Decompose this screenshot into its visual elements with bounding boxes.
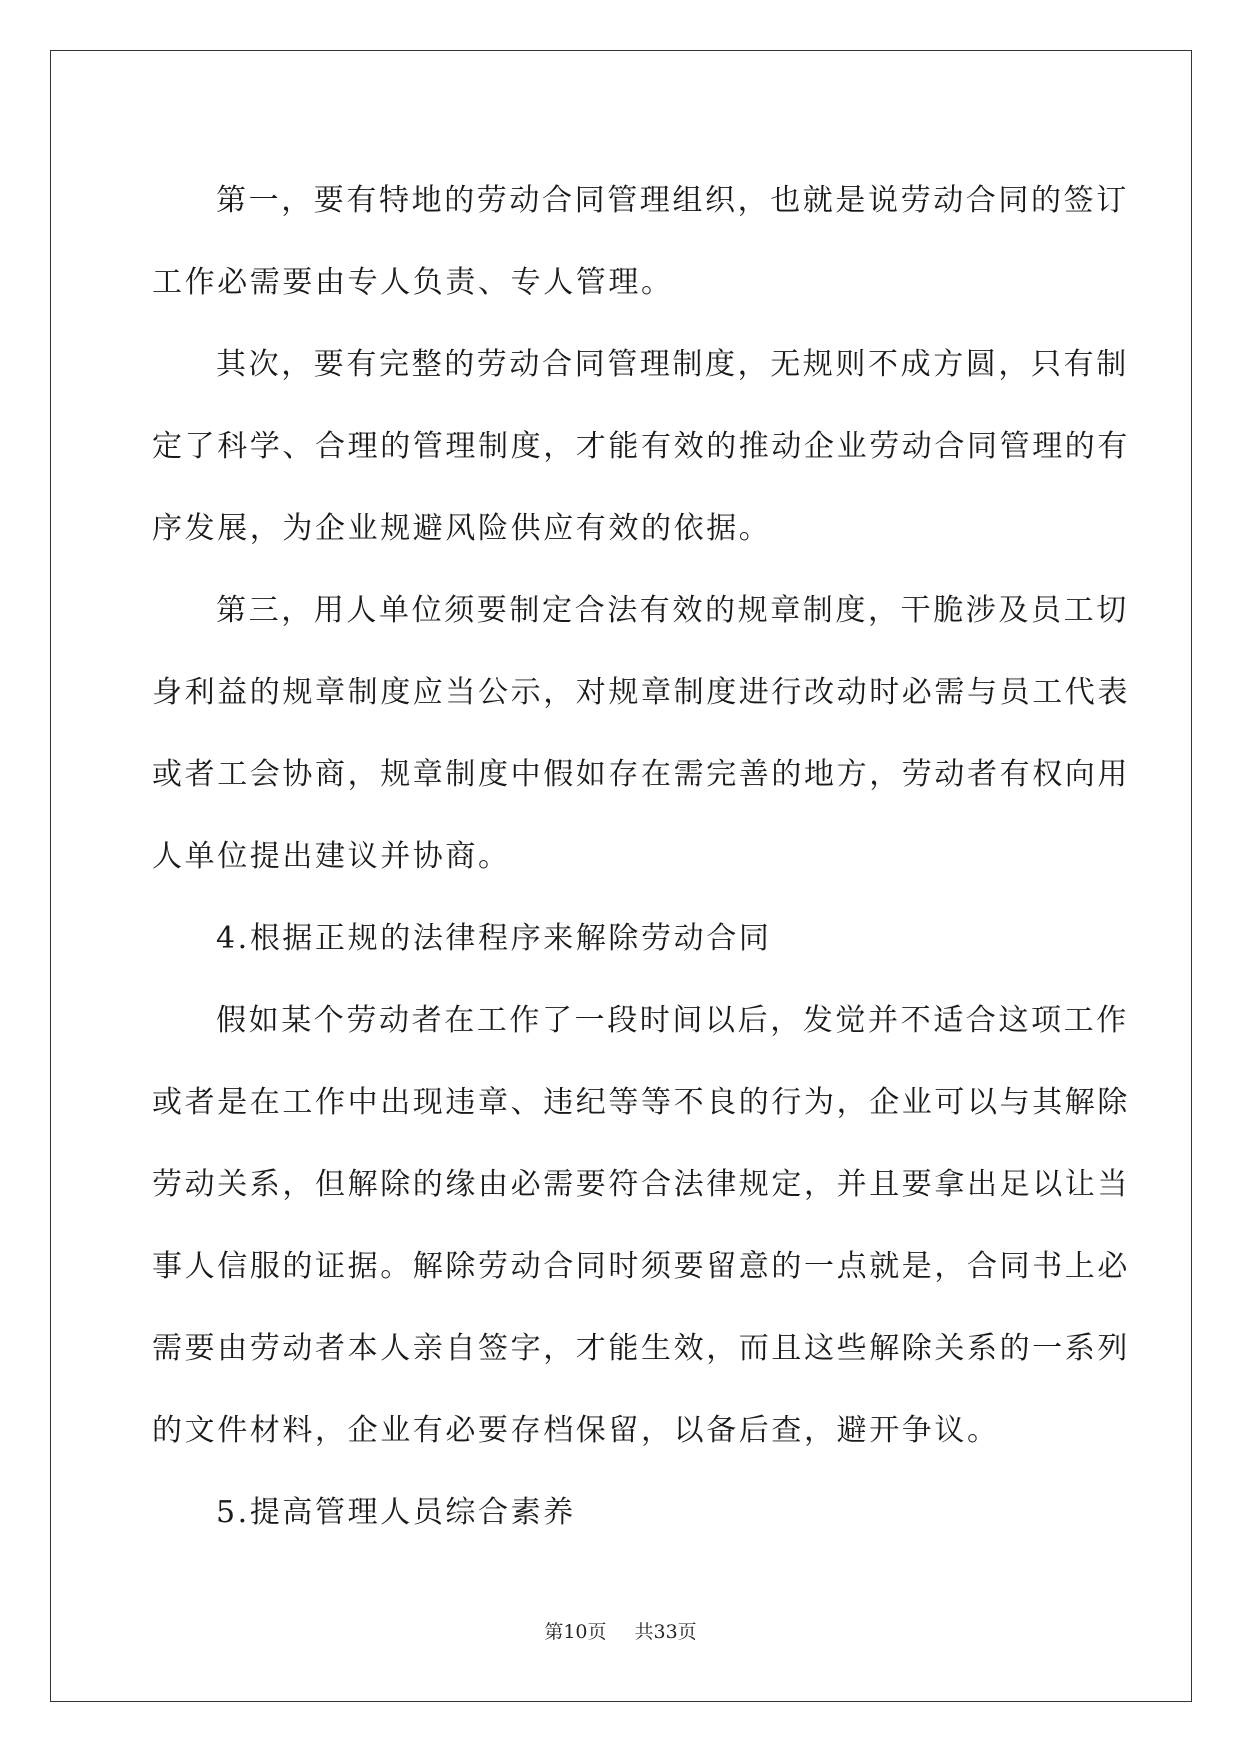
paragraph-line: 事人信服的证据。解除劳动合同时须要留意的一点就是，合同书上必 (152, 1249, 1130, 1284)
section-heading-4 (152, 898, 1088, 980)
paragraph-1 (152, 160, 1129, 324)
paragraph-line: 身利益的规章制度应当公示，对规章制度进行改动时必需与员工代表 (152, 675, 1130, 710)
page-footer (0, 1620, 1241, 1644)
paragraph-line: 序发展，为企业规避风险供应有效的依据。 (152, 511, 772, 546)
paragraph-3 (152, 570, 1130, 898)
paragraph-line: 需要由劳动者本人亲自签字，才能生效，而且这些解除关系的一系列 (152, 1331, 1130, 1366)
paragraph-2 (152, 324, 1130, 570)
section-heading-5 (152, 1472, 1088, 1554)
heading-line: 4.根据正规的法律程序来解除劳动合同 (216, 921, 772, 956)
paragraph-line: 或者工会协商，规章制度中假如存在需完善的地方，劳动者有权向用 (152, 757, 1130, 792)
paragraph-5 (152, 980, 1130, 1472)
page-total: 共33页 (634, 1621, 697, 1643)
page-number: 第10页 (544, 1621, 607, 1643)
paragraph-line: 的文件材料，企业有必要存档保留，以备后查，避开争议。 (152, 1413, 1000, 1448)
heading-line: 5.提高管理人员综合素养 (216, 1495, 576, 1530)
paragraph-line: 或者是在工作中出现违章、违纪等等不良的行为，企业可以与其解除 (152, 1085, 1130, 1120)
paragraph-line: 定了科学、合理的管理制度，才能有效的推动企业劳动合同管理的有 (152, 429, 1130, 464)
paragraph-line: 其次，要有完整的劳动合同管理制度，无规则不成方圆，只有制 (216, 347, 1129, 382)
paragraph-line: 劳动关系，但解除的缘由必需要符合法律规定，并且要拿出足以让当 (152, 1167, 1130, 1202)
paragraph-line: 假如某个劳动者在工作了一段时间以后，发觉并不适合这项工作 (216, 1003, 1129, 1038)
paragraph-line: 人单位提出建议并协商。 (152, 839, 511, 874)
paragraph-line: 第三，用人单位须要制定合法有效的规章制度，干脆涉及员工切 (216, 593, 1129, 628)
paragraph-line: 工作必需要由专人负责、专人管理。 (152, 265, 674, 300)
document-body (152, 160, 1130, 1554)
paragraph-line: 第一，要有特地的劳动合同管理组织，也就是说劳动合同的签订 (216, 183, 1129, 218)
